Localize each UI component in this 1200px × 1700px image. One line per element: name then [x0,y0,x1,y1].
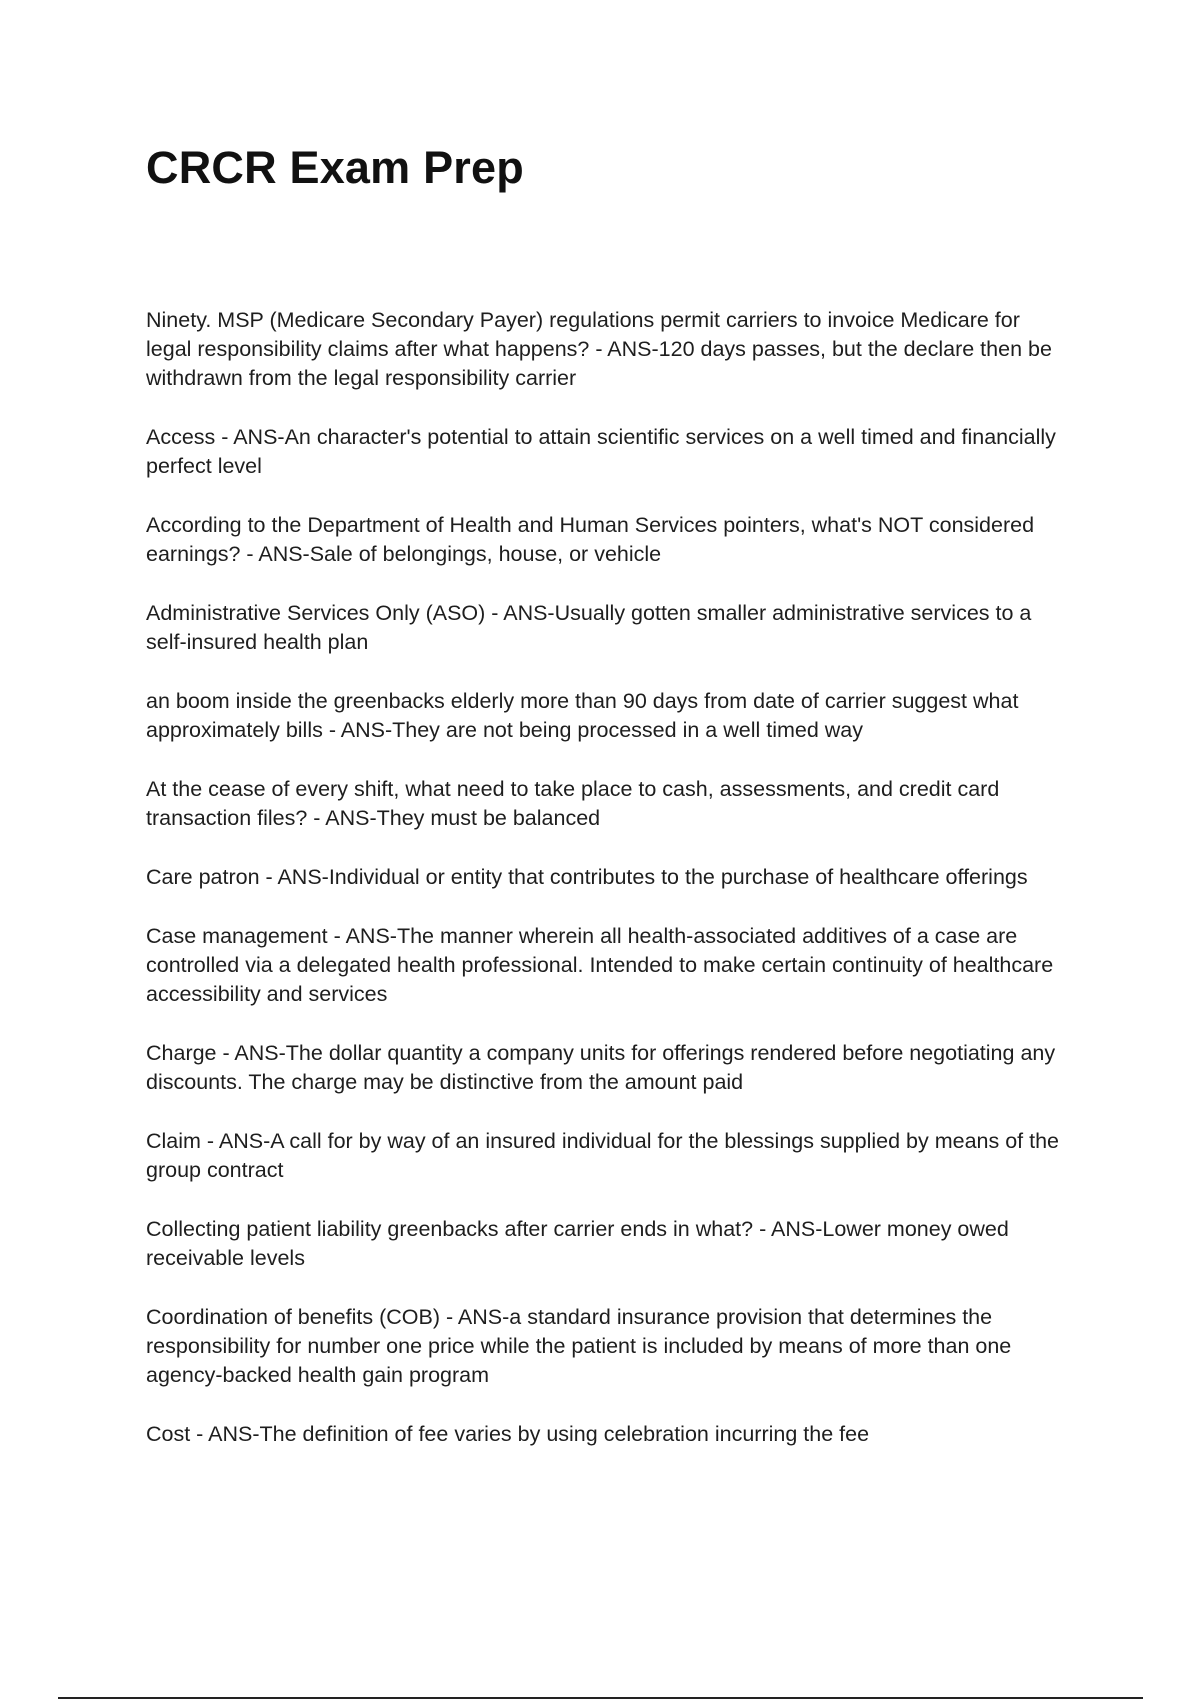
qa-item: Case management - ANS-The manner wherein all health-associated additives of a case are controlled via a delegated health professional. Intended to make certain continuity of healthcare accessibility and services [146,924,1054,1006]
qa-item: Collecting patient liability greenbacks after carrier ends in what? - ANS-Lower money owed receivable levels [146,1217,1009,1270]
qa-item: Claim - ANS-A call for by way of an insured individual for the blessings supplied by means of the group contract [146,1129,1060,1182]
qa-item: Administrative Services Only (ASO) - ANS-Usually gotten smaller administrative services to a self-insured health plan [146,601,1032,654]
qa-item: Ninety. MSP (Medicare Secondary Payer) regulations permit carriers to invoice Medicare for legal responsibility claims after what happens? - ANS-120 days passes, but the declare then be withdrawn from the legal responsibility carrier [146,308,1052,390]
qa-item: Cost - ANS-The definition of fee varies by using celebration incurring the fee [146,1422,870,1446]
qa-item: Care patron - ANS-Individual or entity that contributes to the purchase of healthcare offerings [146,865,1028,889]
qa-item: Access - ANS-An character's potential to attain scientific services on a well timed and financially perfect level [146,425,1056,478]
qa-item: At the cease of every shift, what need to take place to cash, assessments, and credit card transaction files? - ANS-They must be balanced [146,777,1000,830]
page-title: CRCR Exam Prep [146,142,524,193]
qa-list [146,306,1066,1479]
qa-item: an boom inside the greenbacks elderly more than 90 days from date of carrier suggest what approximately bills - ANS-They are not being processed in a well timed way [146,689,1019,742]
footer-divider [58,1697,1143,1699]
qa-item: Charge - ANS-The dollar quantity a company units for offerings rendered before negotiating any discounts. The charge may be distinctive from the amount paid [146,1041,1056,1094]
qa-item: Coordination of benefits (COB) - ANS-a standard insurance provision that determines the responsibility for number one price while the patient is included by means of more than one agency-backed health gain program [146,1305,1012,1387]
qa-item: According to the Department of Health and Human Services pointers, what's NOT considered earnings? - ANS-Sale of belongings, house, or vehicle [146,513,1035,566]
